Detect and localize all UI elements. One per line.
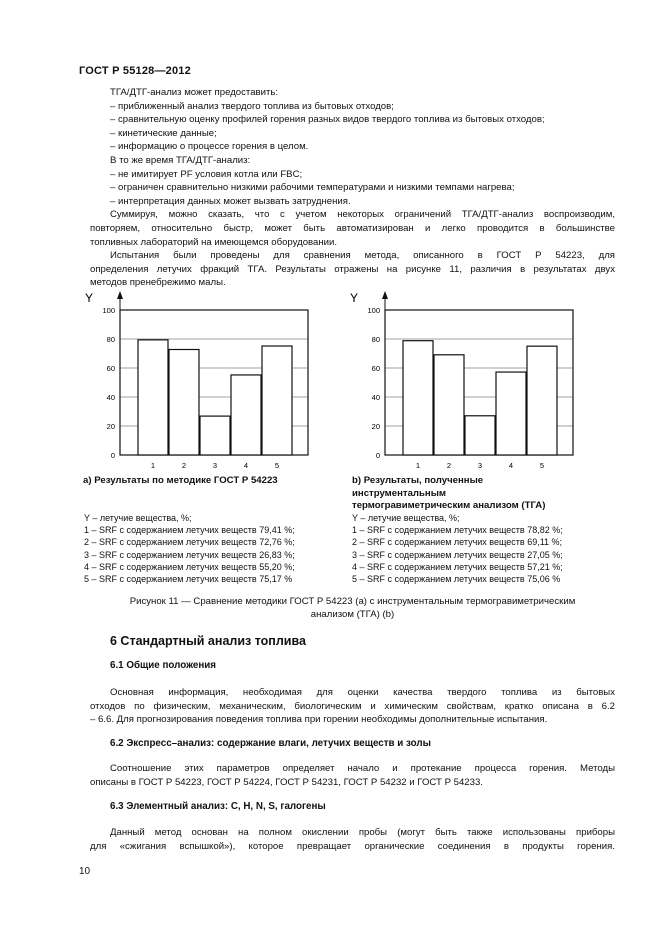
section-6-1-body (90, 686, 615, 727)
list-item: – не имитирует PF условия котла или FBC; (110, 168, 303, 180)
y-tick-label: 60 (371, 364, 380, 373)
x-tick-label: 5 (274, 461, 280, 470)
legend-entry: 5 – SRF с содержанием летучих веществ 75,17 % (84, 574, 293, 585)
body-line: для «сжигания вспышкой»), которое превращает органические соединения в продукты горения. (90, 840, 615, 852)
list-item: – ограничен сравнительно низкими рабочими температурами и низкими темпами нагрева; (110, 182, 515, 194)
x-tick-label: 2 (181, 461, 187, 470)
x-tick-label: 2 (446, 461, 452, 470)
intro-block (90, 86, 615, 290)
legend-entry: 2 – SRF с содержанием летучих веществ 72,76 %; (84, 537, 295, 548)
chart-a-caption: a) Результаты по методике ГОСТ Р 54223 (83, 475, 278, 486)
list-item: – информацию о процессе горения в целом. (110, 141, 309, 153)
body-line: Соотношение этих параметров определяет начало и протекание процесса горения. Методы (110, 763, 615, 774)
page-number: 10 (79, 866, 91, 877)
body-line: Данный метод основан на полном окислении пробы (могут быть также использованы приборы (110, 827, 615, 838)
bar (200, 416, 230, 455)
list-item: – интерпретация данных может вызвать затруднения. (110, 195, 351, 207)
y-tick-label: 40 (106, 393, 115, 402)
chart-a-legend (84, 512, 295, 585)
x-tick-label: 1 (150, 461, 156, 470)
section-6-2-title: 6.2 Экспресс–анализ: содержание влаги, летучих веществ и золы (110, 738, 431, 749)
chart-b-legend (352, 512, 563, 585)
legend-entry: Y – летучие вещества, %; (352, 513, 460, 523)
y-tick-label: 80 (106, 335, 115, 344)
legend-entry: Y – летучие вещества, %; (84, 513, 192, 523)
summary-line: повторяем, относительно быстр, может быть автоматизирован и легко проводится в большинстве (90, 222, 615, 234)
y-tick-label: 0 (375, 451, 380, 460)
legend-entry: 1 – SRF с содержанием летучих веществ 79,41 %; (84, 525, 295, 536)
y-tick-label: 0 (110, 451, 115, 460)
legend-entry: 2 – SRF с содержанием летучих веществ 69,11 %; (352, 537, 563, 548)
section-6-1-title: 6.1 Общие положения (110, 660, 217, 671)
chart-a (80, 288, 320, 473)
list-item: – кинетические данные; (110, 127, 217, 139)
bar (231, 375, 261, 455)
y-tick-label: 60 (106, 364, 115, 373)
tests-line: методов пренебрежимо малы. (90, 277, 226, 289)
y-axis-arrow (117, 291, 123, 299)
figure-caption-line: Рисунок 11 — Сравнение методики ГОСТ Р 54223 (a) с инструментальным термогравиметрическим (129, 596, 576, 607)
bar (403, 341, 433, 455)
y-axis-label: Y (350, 291, 359, 305)
x-tick-label: 1 (415, 461, 421, 470)
summary-line: Суммируя, можно сказать, что с учетом некоторых ограничений ТГА/ДТГ-анализ воспроизводим, (110, 209, 615, 221)
y-tick-label: 100 (367, 306, 380, 315)
legend-entry: 5 – SRF с содержанием летучих веществ 75,06 % (352, 574, 561, 585)
y-tick-label: 100 (102, 306, 115, 315)
summary-line: топливных лабораторий на имеющемся оборудовании. (90, 236, 338, 248)
y-tick-label: 80 (371, 335, 380, 344)
y-tick-label: 40 (371, 393, 380, 402)
x-tick-label: 4 (243, 461, 249, 470)
y-axis-arrow (382, 291, 388, 299)
figure-caption (90, 595, 615, 621)
body-line: описаны в ГОСТ Р 54223, ГОСТ Р 54224, ГОСТ Р 54231, ГОСТ Р 54232 и ГОСТ Р 54233. (90, 776, 483, 788)
document-header: ГОСТ Р 55128—2012 (79, 65, 191, 77)
chart-b-caption-line: термогравиметрическим анализом (ТГА) (352, 500, 546, 511)
figure-caption-line: анализом (ТГА) (b) (310, 609, 395, 620)
bar (527, 346, 557, 455)
list-item: – сравнительную оценку профилей горения разных видов твердого топлива из бытовых отходов; (110, 114, 545, 126)
bar (262, 346, 292, 455)
bar (434, 355, 464, 455)
tests-line: Испытания были проведены для сравнения метода, описанного в ГОСТ Р 54223, для (110, 250, 615, 262)
section-6-2-body (90, 762, 615, 789)
x-tick-label: 4 (508, 461, 514, 470)
bar (496, 372, 526, 455)
bar (138, 340, 168, 455)
legend-entry: 1 – SRF с содержанием летучих веществ 78,82 %; (352, 525, 563, 536)
section-6-3-title: 6.3 Элементный анализ: C, H, N, S, галогены (110, 801, 326, 812)
body-line: – 6.6. Для прогнозирования поведения топлива при горении необходимы дополнительные испытания. (90, 714, 548, 726)
x-tick-label: 5 (539, 461, 545, 470)
chart-b-caption-line: инструментальным (352, 487, 447, 499)
legend-entry: 4 – SRF с содержанием летучих веществ 55,20 %; (84, 561, 295, 572)
bar (465, 416, 495, 455)
body-line: Основная информация, необходимая для оценки качества твердого топлива из бытовых (110, 687, 615, 698)
x-tick-label: 3 (212, 461, 218, 470)
section-6-title: 6 Стандартный анализ топлива (110, 634, 306, 648)
chart-b-caption-line: b) Результаты, полученные (352, 475, 484, 486)
tests-line: определения летучих фракций ТГА. Результаты отражены на рисунке 11, различия в результатах двух (90, 263, 615, 275)
chart-b (345, 288, 585, 473)
y-tick-label: 20 (106, 422, 115, 431)
list-item: – приближенный анализ твердого топлива из бытовых отходов; (110, 100, 394, 112)
body-line: отходов по физическим, механическим, биологическим и химическим свойствам, кратко описана в 6.2 (90, 700, 615, 712)
legend-entry: 3 – SRF с содержанием летучих веществ 26,83 %; (84, 549, 295, 560)
y-axis-label: Y (85, 291, 94, 305)
x-tick-label: 3 (477, 461, 483, 470)
intro-lead: ТГА/ДТГ-анализ может предоставить: (110, 87, 279, 98)
legend-entry: 4 – SRF с содержанием летучих веществ 57,21 %; (352, 561, 563, 572)
chart-b-caption (352, 475, 545, 513)
legend-entry: 3 – SRF с содержанием летучих веществ 27,05 %; (352, 549, 563, 560)
intro-meanwhile: В то же время ТГА/ДТГ-анализ: (110, 154, 251, 166)
y-tick-label: 20 (371, 422, 380, 431)
bar (169, 349, 199, 455)
section-6-3-body (90, 826, 615, 853)
